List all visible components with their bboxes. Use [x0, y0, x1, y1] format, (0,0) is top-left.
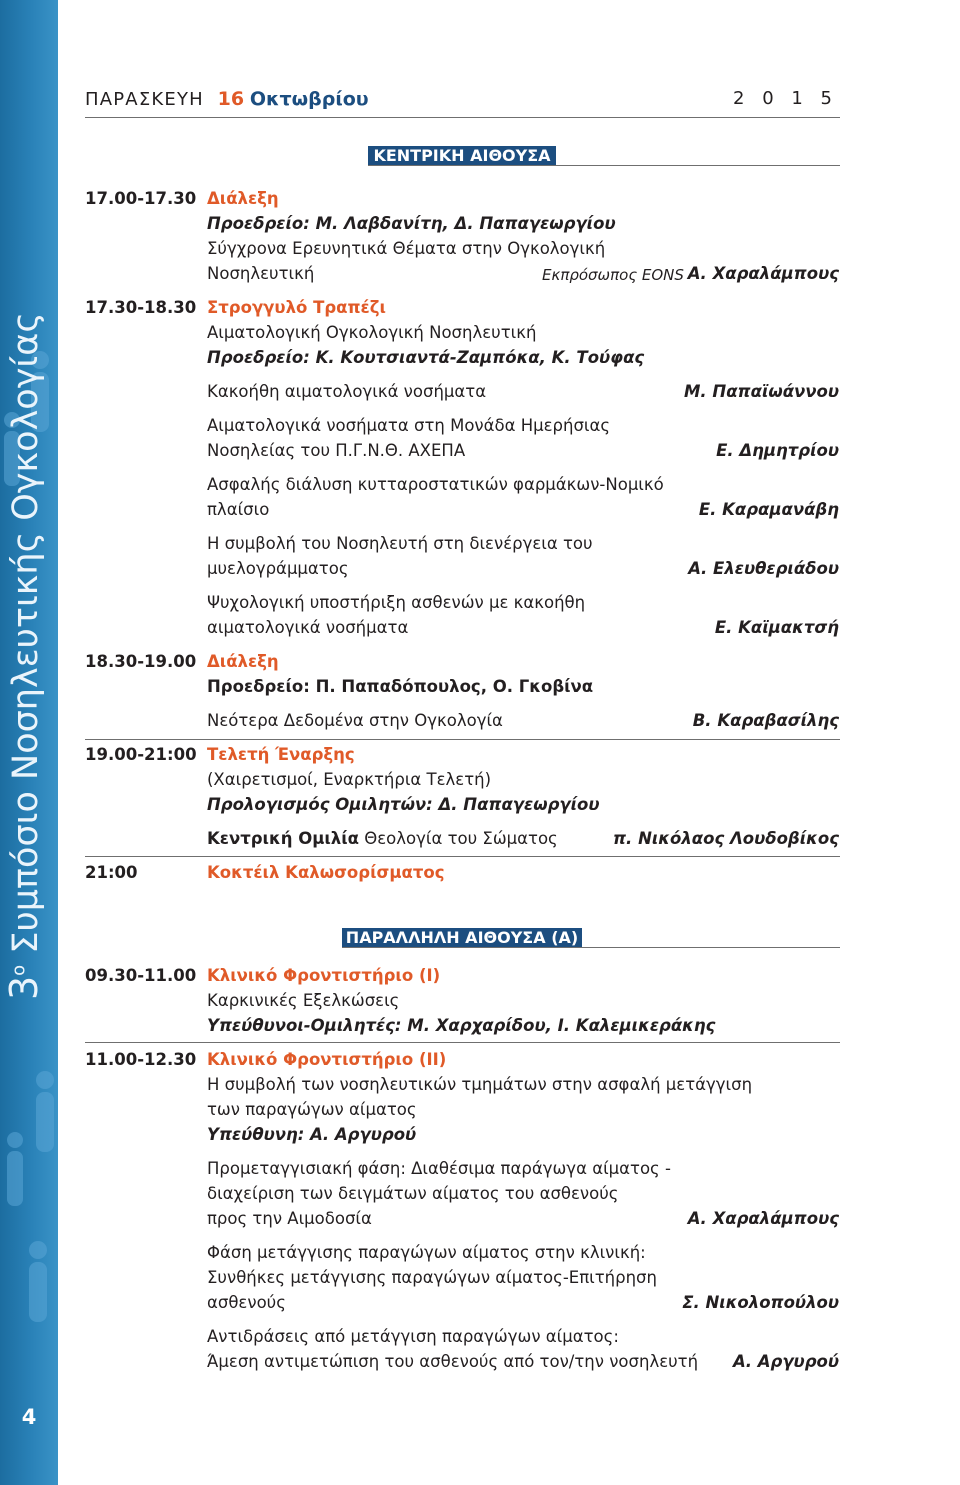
speaker-name: π. Νικόλαος Λουδοβίκος [613, 829, 839, 848]
speaker-name: Σ. Νικολοπούλου [682, 1293, 839, 1312]
speaker-name: Ε. Καϊμακτσή [714, 618, 839, 637]
hall-rule [342, 947, 840, 948]
session-subtitle: των παραγώγων αίματος [207, 1100, 417, 1119]
session-time: 11.00-12.30 [85, 1050, 197, 1069]
session-title: Κλινικό Φροντιστήριο (ΙΙ) [207, 1050, 447, 1069]
section-rule [85, 1042, 840, 1043]
session-chairs: Προλογισμός Ομιλητών: Δ. Παπαγεωργίου [207, 795, 600, 814]
session-time: 21:00 [85, 863, 138, 882]
session-title: Στρογγυλό Τραπέζι [207, 298, 386, 317]
talk-title: αιματολογικά νοσήματα [207, 618, 409, 637]
session-subtitle: (Χαιρετισμοί, Εναρκτήρια Τελετή) [207, 770, 492, 789]
keynote-line: Κεντρική Ομιλία Θεολογία του Σώματος [207, 829, 558, 848]
speaker-role: Εκπρόσωπος EONS [542, 266, 684, 284]
speaker-name: Α. Χαραλάμπους [687, 264, 839, 283]
speaker-name: Α. Χαραλάμπους [687, 1209, 839, 1228]
session-chairs: Προεδρείο: Κ. Κουτσιαντά-Ζαμπόκα, Κ. Τούφας [207, 348, 645, 367]
header-month: Οκτωβρίου [249, 88, 369, 110]
hall-label-central: ΚΕΝΤΡΙΚΗ ΑΙΘΟΥΣΑ [368, 146, 556, 166]
talk-title: ασθενούς [207, 1293, 286, 1312]
hall-label-parallel: ΠΑΡΑΛΛΗΛΗ ΑΙΘΟΥΣΑ (Α) [342, 928, 582, 948]
talk-title: Ασφαλής διάλυση κυτταροστατικών φαρμάκων-Νομικό [207, 475, 664, 494]
session-chairs: Προεδρείο: Μ. Λαβδανίτη, Δ. Παπαγεωργίου [207, 214, 616, 233]
talk-title: Άμεση αντιμετώπιση του ασθενούς από τον/την νοσηλευτή [207, 1352, 699, 1371]
session-chairs: Υπεύθυνοι-Ομιλητές: Μ. Χαρχαρίδου, Ι. Καλεμικεράκης [207, 1016, 716, 1035]
hall-rule [368, 165, 840, 166]
section-rule [85, 856, 840, 857]
session-time: 18.30-19.00 [85, 652, 197, 671]
session-subtitle: Καρκινικές Εξελκώσεις [207, 991, 400, 1010]
talk-title: προς την Αιμοδοσία [207, 1209, 372, 1228]
session-subtitle: Αιματολογική Ογκολογική Νοσηλευτική [207, 323, 537, 342]
talk-title: Νεότερα Δεδομένα στην Ογκολογία [207, 711, 503, 730]
session-time: 19.00-21:00 [85, 745, 197, 764]
talk-title: Κακοήθη αιματολογικά νοσήματα [207, 382, 487, 401]
speaker-name: Β. Καραβασίλης [692, 711, 839, 730]
talk-title: Αιματολογικά νοσήματα στη Μονάδα Ημερήσιας [207, 416, 611, 435]
session-subtitle: Η συμβολή των νοσηλευτικών τμημάτων στην ασφαλή μετάγγιση [207, 1075, 753, 1094]
talk-title: Αντιδράσεις από μετάγγιση παραγώγων αίματος: [207, 1327, 619, 1346]
session-chairs: Προεδρείο: Π. Παπαδόπουλος, Ο. Γκοβίνα [207, 677, 594, 696]
talk-title: Συνθήκες μετάγγισης παραγώγων αίματος-Επιτήρηση [207, 1268, 657, 1287]
page-number: 4 [21, 1405, 37, 1429]
speaker-name: Μ. Παπαϊωάννου [683, 382, 839, 401]
speaker-name: Ε. Δημητρίου [716, 441, 839, 460]
session-title: Κλινικό Φροντιστήριο (Ι) [207, 966, 441, 985]
session-time: 17.30-18.30 [85, 298, 197, 317]
speaker-name: Ε. Καραμανάβη [698, 500, 839, 519]
header-year: 2 0 1 5 [733, 88, 838, 109]
talk-title: Νοσηλείας του Π.Γ.Ν.Θ. ΑΧΕΠΑ [207, 441, 466, 460]
session-title: Διάλεξη [207, 189, 279, 208]
session-time: 09.30-11.00 [85, 966, 197, 985]
talk-title: Φάση μετάγγισης παραγώγων αίματος στην κλινική: [207, 1243, 646, 1262]
talk-title: Σύγχρονα Ερευνητικά Θέματα στην Ογκολογική [207, 239, 606, 258]
session-time: 17.00-17.30 [85, 189, 197, 208]
header-rule [85, 117, 840, 118]
symposium-title: $3^o$ Συμπόσιο Νοσηλευτικής Ογκολογίας [2, 312, 46, 1000]
session-title: Τελετή Έναρξης [207, 745, 355, 764]
talk-title: Νοσηλευτική [207, 264, 315, 283]
talk-title: διαχείριση των δειγμάτων αίματος του ασθενούς [207, 1184, 619, 1203]
session-title: Διάλεξη [207, 652, 279, 671]
session-title: Κοκτέιλ Καλωσορίσματος [207, 863, 445, 882]
session-chairs: Υπεύθυνη: Α. Αργυρού [207, 1125, 417, 1144]
talk-title: μυελογράμματος [207, 559, 349, 578]
talk-title: Η συμβολή του Νοσηλευτή στη διενέργεια του [207, 534, 593, 553]
sidebar-band [0, 0, 58, 1485]
speaker-name: Α. Ελευθεριάδου [688, 559, 839, 578]
talk-title: Ψυχολογική υποστήριξη ασθενών με κακοήθη [207, 593, 586, 612]
speaker-name: Α. Αργυρού [732, 1352, 839, 1371]
section-rule [85, 739, 840, 740]
page-header [85, 88, 840, 112]
talk-title: πλαίσιο [207, 500, 270, 519]
header-date: 16 [217, 88, 245, 110]
talk-title: Προμεταγγισιακή φάση: Διαθέσιμα παράγωγα αίματος - [207, 1159, 671, 1178]
header-day: ΠΑΡΑΣΚΕΥΗ [85, 89, 204, 110]
